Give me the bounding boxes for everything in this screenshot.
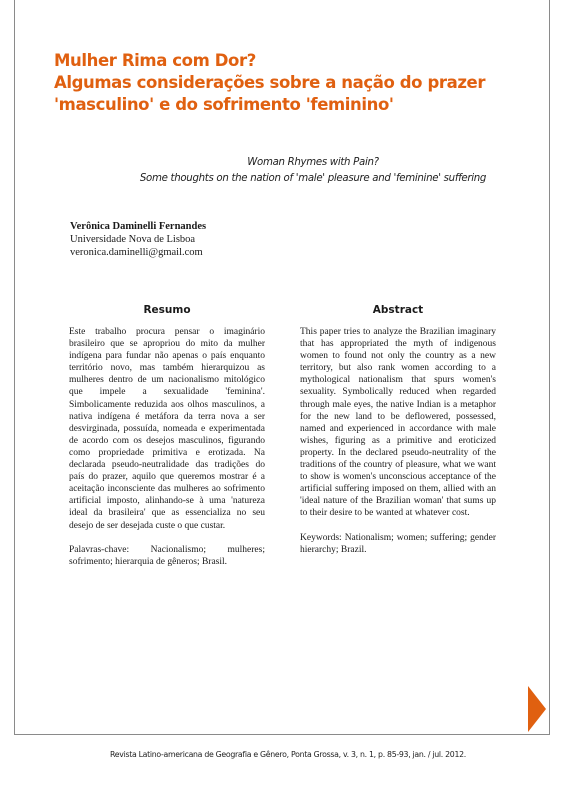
resumo-keywords: Palavras-chave: Nacionalismo; mulheres; sofrimento; hierarquia de gêneros; Brasil. — [69, 544, 265, 567]
title-line-1: Mulher Rima com Dor? — [54, 51, 256, 70]
author-name: Verônica Daminelli Fernandes — [70, 221, 207, 232]
resumo-body: Este trabalho procura pensar o imaginário brasileiro que se apropriou do mito da mulher indígena para fundar não apenas o país enquanto território novo, mas também hierarquizou as mulheres dentro de um nacionalismo mitológico que impele a sexualidade 'feminina'. Simbolicamente reduzida aos olhos masculinos, a nativa indígena é metáfora da terra nova a ser desvirginada, possuída, nomeada e experimentada de acordo com os desejos masculinos, figurando como propriedade primitiva e erotizada. Na declarada pseudo-neutralidade das tradições do país do prazer, aquilo que queremos mostrar é a aceitação inconsciente das mulheres ao sofrimento artificial imposto, alinhando-se à uma 'natureza ideal da brasileira' que as essencializa no seu desejo de ser desejada custe o que custar. — [69, 327, 265, 531]
title-line-2: Algumas considerações sobre a nação do prazer — [54, 73, 486, 92]
journal-footer: Revista Latino-americana de Geografia e Gênero, Ponta Grossa, v. 3, n. 1, p. 85-93, jan. / jul. 2012. — [110, 750, 466, 759]
title-line-3: 'masculino' e do sofrimento 'feminino' — [54, 95, 394, 114]
english-title-line-2: Some thoughts on the nation of 'male' pleasure and 'feminine' suffering — [139, 173, 487, 184]
resumo-column — [69, 326, 265, 580]
english-title-line-1: Woman Rhymes with Pain? — [247, 157, 379, 168]
english-title — [100, 155, 526, 187]
abstract-keywords: Keywords: Nationalism; women; suffering; gender hierarchy; Brazil. — [300, 532, 496, 555]
abstract-column — [300, 326, 496, 568]
article-title — [54, 50, 534, 116]
author-email[interactable]: veronica.daminelli@gmail.com — [70, 247, 203, 258]
abstract-heading: Abstract — [372, 304, 424, 316]
resumo-heading: Resumo — [143, 304, 191, 316]
next-page-arrow-icon[interactable] — [528, 686, 546, 732]
author-affiliation: Universidade Nova de Lisboa — [70, 234, 196, 245]
abstract-body: This paper tries to analyze the Brazilian imaginary that has appropriated the myth of indigenous women to found not only the country as a new territory, but also rank women according to a mythological nationalism that spurs women's sexuality. Symbolically reduced when regarded through male eyes, the native Indian is a metaphor for the new land to be deflowered, possessed, named and experienced in accordance with male wishes, figuring as a primitive and eroticized property. In the declared pseudo-neutrality of the traditions of the country of pleasure, what we want to show is women's unconscious acceptance of the artificial suffering imposed on them, allied with an 'ideal nature of the Brazilian woman' that sums up to their desire to be wanted at whatever cost. — [300, 327, 496, 519]
author-block — [70, 220, 206, 259]
